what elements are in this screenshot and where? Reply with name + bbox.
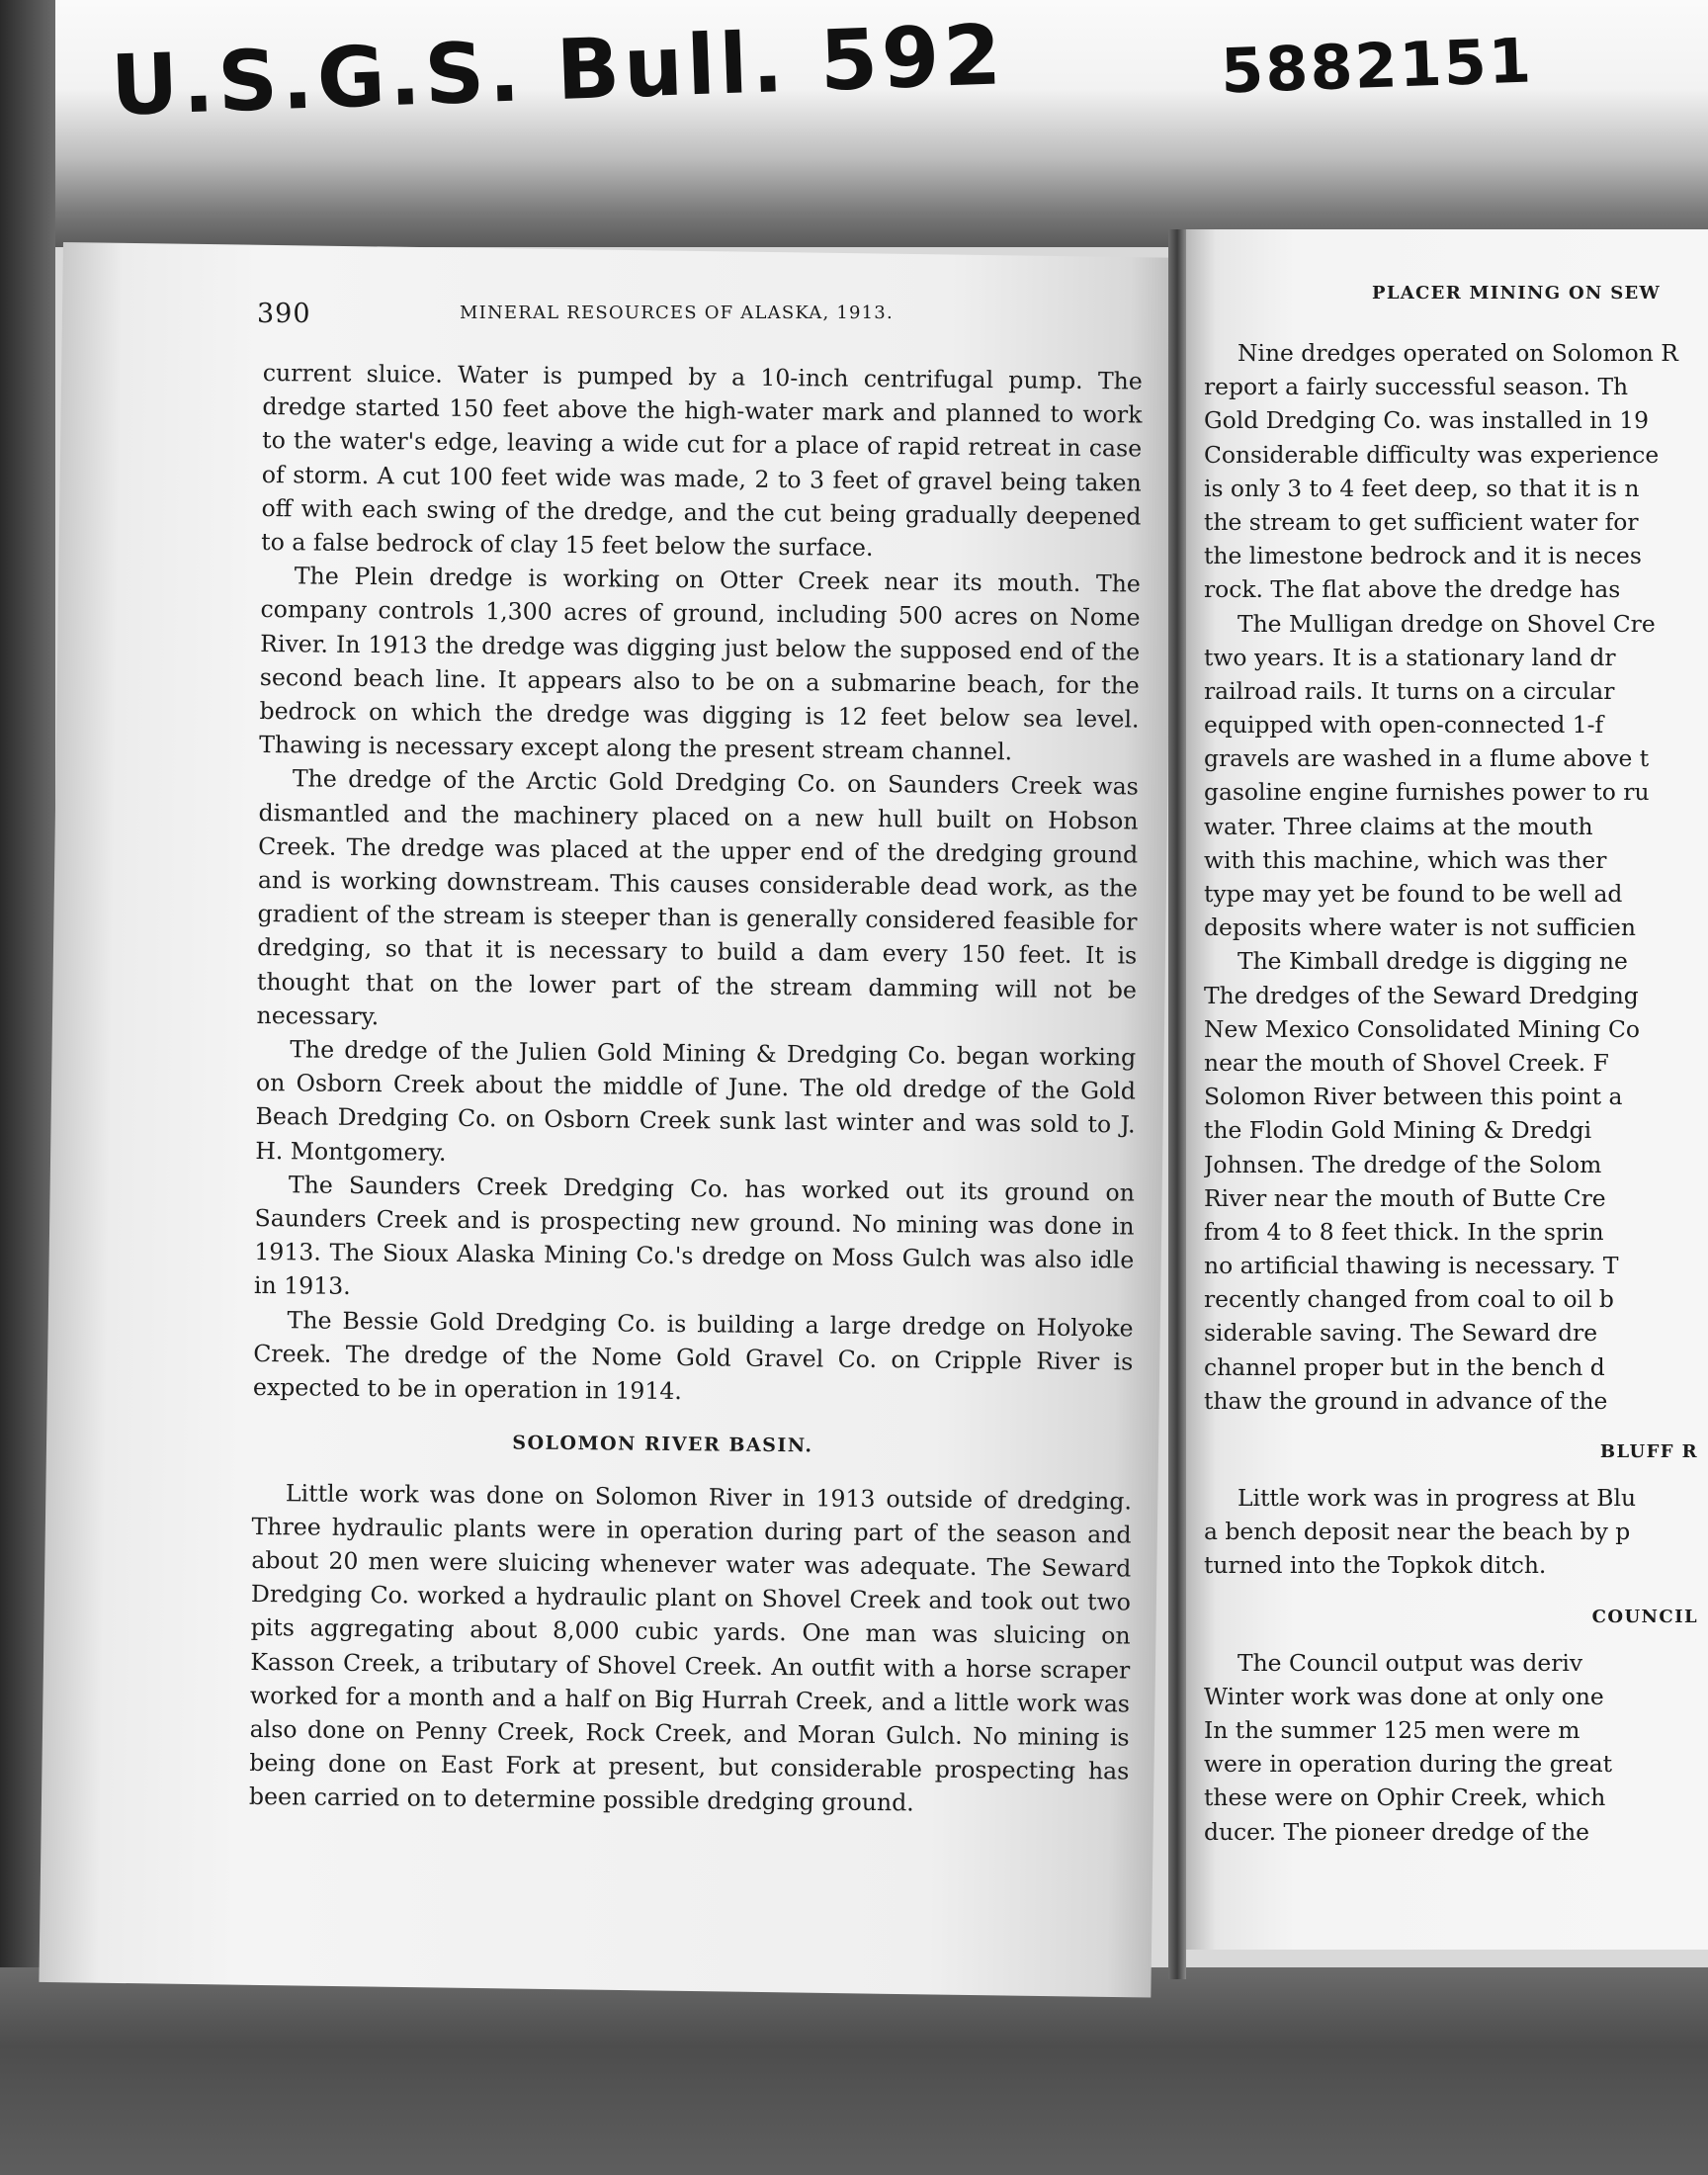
paragraph: The dredge of the Julien Gold Mining & Dredging Co. began working on Osborn Creek about the middle of June. The old dredge of the Gold Beach Dredging Co. on Osborn Creek sunk last winter and was sold to J. H. Montgomery.: [255, 1035, 1137, 1167]
right-page-line: siderable saving. The Seward dre: [1204, 1319, 1598, 1348]
right-page-line: equipped with open-connected 1-f: [1204, 711, 1604, 740]
right-page-line: the Flodin Gold Mining & Dredgi: [1204, 1116, 1592, 1145]
running-head-right: PLACER MINING ON SEW: [1372, 283, 1662, 304]
section-heading-solomon-river-basin: SOLOMON RIVER BASIN.: [512, 1432, 813, 1457]
paragraph: The Saunders Creek Dredging Co. has worked out its ground on Saunders Creek and is prospecting new ground. No mining was done in 1913. The Sioux Alaska Mining Co.'s dredge on Moss Gulch was also idle in 1913.: [253, 1171, 1136, 1301]
right-page-line: report a fairly successful season. Th: [1204, 373, 1629, 401]
right-page-line: deposits where water is not sufficien: [1204, 914, 1636, 942]
right-page-line: The Council output was deriv: [1238, 1648, 1583, 1677]
right-page-line: near the mouth of Shovel Creek. F: [1204, 1048, 1609, 1077]
right-page-line: these were on Ophir Creek, which: [1204, 1784, 1606, 1812]
right-page-line: rock. The flat above the dredge has: [1204, 575, 1621, 604]
right-page-line: the stream to get sufficient water for: [1204, 507, 1639, 536]
scan-bottom-margin: [0, 1967, 1708, 2175]
right-page-line: The Mulligan dredge on Shovel Cre: [1238, 609, 1656, 638]
right-page-line: Considerable difficulty was experience: [1204, 440, 1660, 469]
right-page-line: gravels are washed in a flume above t: [1204, 744, 1650, 773]
right-page-line: New Mexico Consolidated Mining Co: [1204, 1014, 1640, 1043]
right-page-line: River near the mouth of Butte Cre: [1204, 1183, 1606, 1212]
right-page-line: a bench deposit near the beach by p: [1204, 1518, 1631, 1546]
running-head-left: MINERAL RESOURCES OF ALASKA, 1913.: [460, 303, 894, 323]
section-heading-council-region: COUNCIL: [1591, 1606, 1698, 1627]
right-page-line: no artificial thawing is necessary. T: [1204, 1252, 1619, 1280]
right-page-text: [1204, 336, 1708, 1849]
right-page-line: Johnsen. The dredge of the Solom: [1204, 1150, 1602, 1178]
paragraph: The dredge of the Arctic Gold Dredging Co. on Saunders Creek was dismantled and the machinery placed on a new hull built on Hobson Creek. The dredge was placed at the upper end of the dredging ground and is working downstream. This causes considerable dead work, as the gradient of the stream is steeper than is generally considered feasible for dredging, so that it is necessary to build a dam every 150 feet. It is thought that on the lower part of the stream damming will not be necessary.: [256, 764, 1139, 1031]
right-page-line: is only 3 to 4 feet deep, so that it is n: [1204, 474, 1640, 502]
right-page-line: recently changed from coal to oil b: [1204, 1285, 1614, 1314]
paragraph: current sluice. Water is pumped by a 10-inch centrifugal pump. The dredge started 150 feet above the high-water mark and planned to work to the water's edge, leaving a wide cut for a place of rapid retreat in case of storm. A cut 100 feet wide was made, 2 to 3 feet of gravel being taken off with each swing of the dredge, and the cut being gradually deepened to a false bedrock of clay 15 feet below the surface.: [261, 358, 1143, 562]
right-page-line: In the summer 125 men were m: [1204, 1715, 1580, 1744]
paragraph: The Plein dredge is working on Otter Creek near its mouth. The company controls 1,300 acres of ground, including 500 acres on Nome River. In 1913 the dredge was digging just below the supposed end of the second beach line. It appears also to be on a submarine beach, for the bedrock on which the dredge was digging is 12 feet below sea level. Thawing is necessary except along the present stream channel.: [259, 562, 1141, 766]
left-page-header: [257, 299, 1147, 338]
right-page-line: channel proper but in the bench d: [1204, 1352, 1605, 1381]
right-page-line: The dredges of the Seward Dredging: [1204, 981, 1639, 1009]
right-page-line: turned into the Topkok ditch.: [1204, 1551, 1547, 1580]
handwritten-bulletin-reference: U.S.G.S. Bull. 592: [109, 6, 1007, 134]
page-number: 390: [257, 299, 311, 329]
right-page-line: the limestone bedrock and it is neces: [1204, 542, 1642, 570]
book-spine: [1168, 229, 1186, 1979]
section-heading-bluff-region: BLUFF R: [1599, 1441, 1698, 1462]
left-page-body: [249, 356, 1143, 1822]
right-page-line: two years. It is a stationary land dr: [1204, 643, 1616, 671]
right-page-line: Gold Dredging Co. was installed in 19: [1204, 406, 1650, 435]
right-page-line: type may yet be found to be well ad: [1204, 880, 1623, 908]
right-page-line: thaw the ground in advance of the: [1204, 1386, 1608, 1415]
right-page-line: ducer. The pioneer dredge of the: [1204, 1817, 1590, 1846]
right-page-line: Solomon River between this point a: [1204, 1083, 1623, 1111]
paragraph: The Bessie Gold Dredging Co. is building a large dredge on Holyoke Creek. The dredge of the Nome Gold Gravel Co. on Cripple River is expected to be in operation in 1914.: [252, 1305, 1134, 1406]
handwritten-catalog-number: 5882151: [1219, 24, 1535, 108]
right-page-line: The Kimball dredge is digging ne: [1238, 947, 1628, 976]
right-page-line: water. Three claims at the mouth: [1204, 812, 1593, 840]
right-page-line: railroad rails. It turns on a circular: [1204, 676, 1615, 705]
right-page-line: Little work was in progress at Blu: [1238, 1484, 1637, 1512]
right-page-body: [1204, 336, 1708, 1938]
right-page-line: with this machine, which was ther: [1204, 845, 1607, 874]
right-page-line: Winter work was done at only one: [1204, 1682, 1604, 1710]
right-page-line: were in operation during the great: [1204, 1750, 1613, 1779]
right-page-line: from 4 to 8 feet thick. In the sprin: [1204, 1217, 1604, 1246]
right-page-line: Nine dredges operated on Solomon R: [1238, 339, 1678, 367]
right-page-line: gasoline engine furnishes power to ru: [1204, 778, 1650, 807]
paragraph: Little work was done on Solomon River in 1913 outside of dredging. Three hydraulic plants were in operation during part of the season and about 20 men were sluicing whenever water was adequate. The Seward Dredging Co. worked a hydraulic plant on Shovel Creek and took out two pits aggregating about 8,000 cubic yards. One man was sluicing on Kasson Creek, a tributary of Shovel Creek. An outfit with a horse scraper worked for a month and a half on Big Hurrah Creek, and a little work was also done on Penny Creek, Rock Creek, and Moran Gulch. No mining is being done on East Fork at present, but considerable prospecting has been carried on to determine possible dredging ground.: [248, 1478, 1133, 1817]
